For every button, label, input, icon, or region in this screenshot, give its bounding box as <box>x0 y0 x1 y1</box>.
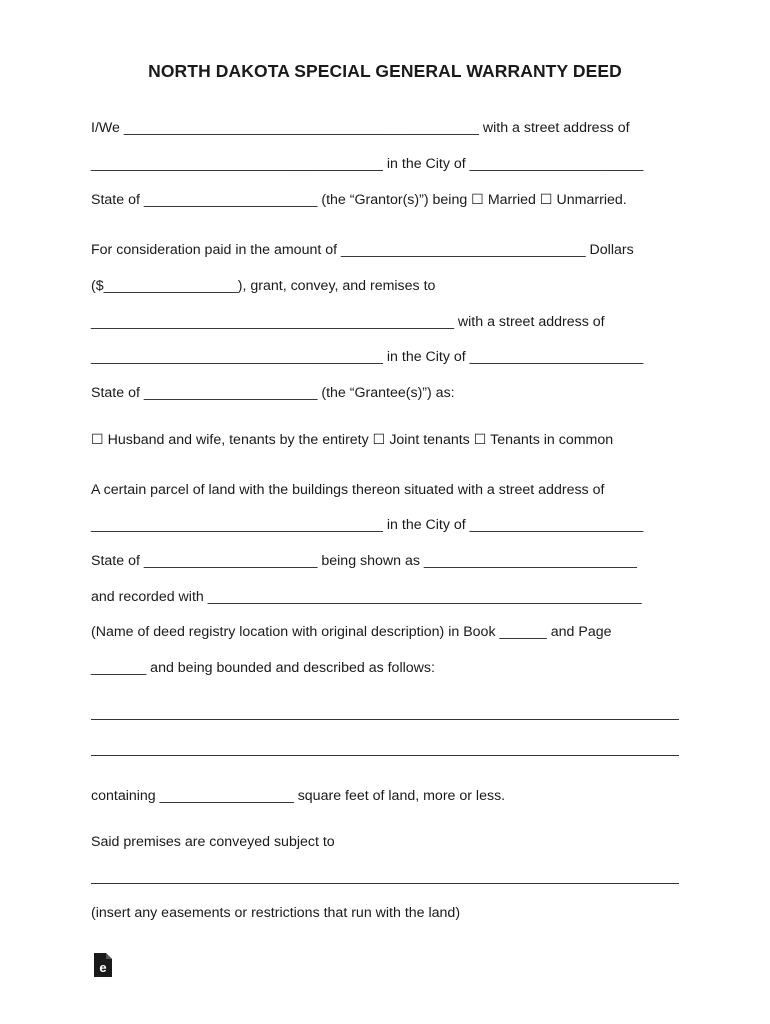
recorded-with-line: and recorded with _______________________________________________________ <box>91 589 642 605</box>
square-feet-line: containing _________________ square feet of land, more or less. <box>91 788 506 804</box>
eforms-logo-icon <box>92 952 114 978</box>
grantee-name-line: ______________________________________________ with a street address of <box>91 314 605 330</box>
parcel-intro-line: A certain parcel of land with the buildings thereon situated with a street address of <box>91 482 605 498</box>
grantor-name-line: I/We _____________________________________________ with a street address of <box>91 120 630 136</box>
parcel-address-city-line: _____________________________________ in the City of ______________________ <box>91 517 644 533</box>
svg-text:e: e <box>99 960 107 975</box>
description-blank-rule-2 <box>91 755 679 756</box>
easements-note-line: (insert any easements or restrictions that run with the land) <box>91 905 461 921</box>
page-title: NORTH DAKOTA SPECIAL GENERAL WARRANTY DEED <box>148 61 622 81</box>
page-bounded-line: _______ and being bounded and described as follows: <box>91 660 435 676</box>
registry-book-line: (Name of deed registry location with original description) in Book ______ and Page <box>91 624 612 640</box>
consideration-line: For consideration paid in the amount of _______________________________ Dollars <box>91 242 634 258</box>
conveyed-subject-line: Said premises are conveyed subject to <box>91 834 335 850</box>
parcel-state-shown-line: State of ______________________ being shown as ___________________________ <box>91 553 637 569</box>
consideration-amount-line: ($_________________), grant, convey, and remises to <box>91 278 436 294</box>
grantor-address-city-line: _____________________________________ in the City of ______________________ <box>91 156 644 172</box>
easements-blank-rule <box>91 883 679 884</box>
description-blank-rule-1 <box>91 719 679 720</box>
grantee-address-city-line: _____________________________________ in the City of ______________________ <box>91 349 644 365</box>
grantor-state-marital-line: State of ______________________ (the “Grantor(s)”) being ☐ Married ☐ Unmarried. <box>91 192 627 208</box>
grantee-state-line: State of ______________________ (the “Grantee(s)”) as: <box>91 385 455 401</box>
tenancy-options-line: ☐ Husband and wife, tenants by the entirety ☐ Joint tenants ☐ Tenants in common <box>91 432 614 448</box>
